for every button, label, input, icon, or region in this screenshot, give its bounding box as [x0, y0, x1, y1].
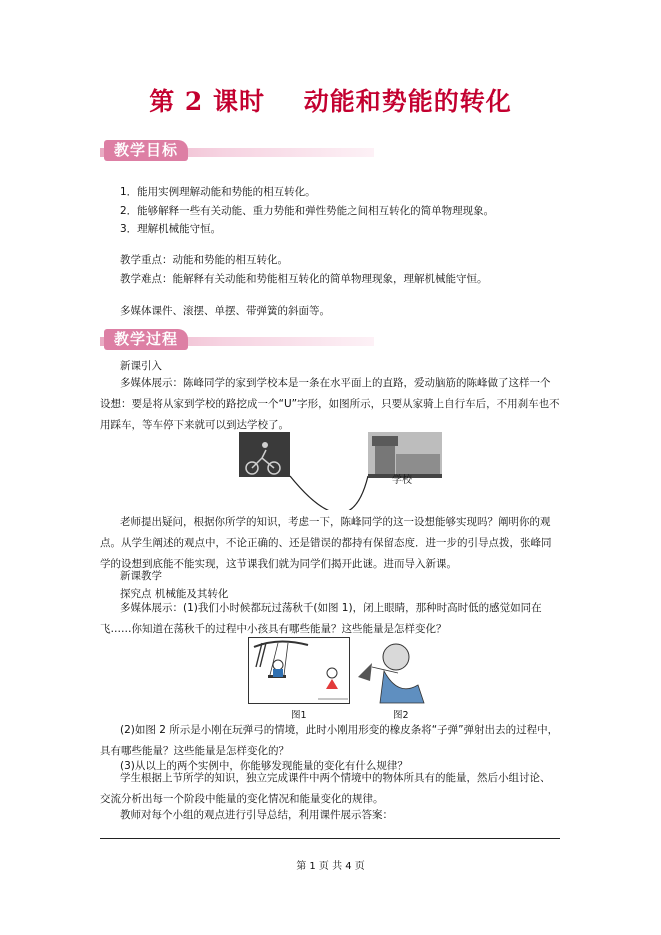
- difficult-point: 教学难点：能解释有关动能和势能相互转化的简单物理现象，理解机械能守恒。: [120, 273, 488, 285]
- teacher-line: 教师对每个小组的观点进行引导总结，利用课件展示答案：: [120, 809, 393, 821]
- rider-head: [262, 442, 268, 448]
- boy-body: [380, 671, 424, 703]
- section-label-process: 教学过程: [104, 329, 188, 350]
- footer-divider: [100, 838, 560, 839]
- key-point: 教学重点：动能和势能的相互转化。: [120, 254, 288, 266]
- section-banner-goals: [100, 140, 374, 161]
- explore-heading: 探究点 机械能及其转化: [120, 588, 229, 600]
- intro-paragraph: 多媒体展示：陈峰同学的家到学校本是一条在水平面上的直路，爱动脑筋的陈峰做了这样一个设想：要是将从家到学校的路挖成一个“U”字形，如图所示，只要从家骑上自行车后，不用刹车也不用踩车，等车停下来就可以到达学校了。: [100, 377, 560, 431]
- child-body: [273, 669, 283, 677]
- question-paragraph: 老师提出疑问，根据你所学的知识，考虑一下，陈峰同学的这一设想能够实现吗？阐明你的观点。从学生阐述的观点中，不论正确的、还是错误的都持有保留态度．进一步的引导点拨，张峰同学的设想到底能不能实现，这节课我们就为同学们揭开此谜。进而导入新课。: [100, 516, 552, 570]
- slingshot-paragraph: (2)如图 2 所示是小刚在玩弹弓的情境，此时小刚用形变的橡皮条将“子弹”弹射出去的过程中，具有哪些能量？这些能量是怎样变化的？: [100, 724, 559, 757]
- u-shaped-road: [290, 476, 368, 510]
- goal-item: 1．能用实例理解动能和势能的相互转化。: [120, 186, 316, 198]
- figure2-caption: 图2: [393, 710, 409, 721]
- figure1-caption: 图1: [291, 710, 307, 721]
- u-road-figure: [238, 430, 458, 510]
- question3: (3)从以上的两个实例中，你能够发现能量的变化有什么规律？: [120, 760, 408, 772]
- swing-paragraph: 多媒体展示：(1)我们小时候都玩过荡秋千(如图 1)，闭上眼睛，那种时高时低的感觉如同在飞……你知道在荡秋千的过程中小孩具有哪些能量？这些能量是怎样变化？: [100, 602, 542, 635]
- materials: 多媒体课件、滚摆、单摆、带弹簧的斜面等。: [120, 305, 330, 317]
- figure1-frame: [249, 638, 350, 704]
- goal-item: 3．理解机械能守恒。: [120, 223, 222, 235]
- school-tower: [375, 446, 395, 477]
- figures-swing-slingshot: [248, 637, 436, 707]
- school-roof: [372, 436, 398, 446]
- new-lesson-heading: 新课教学: [120, 570, 162, 582]
- slingshot: [358, 663, 372, 681]
- goal-item: 2．能够解释一些有关动能、重力势能和弹性势能之间相互转化的简单物理现象。: [120, 205, 495, 217]
- lesson-title: 第 2 课时 动能和势能的转化: [149, 87, 512, 116]
- section-label-goals: 教学目标: [104, 140, 188, 161]
- students-paragraph: 学生根据上节所学的知识，独立完成课件中两个情境中的物体所具有的能量，然后小组讨论、交流分析出每一个阶段中能量的变化情况和能量变化的规律。: [100, 772, 551, 805]
- page-footer: 第 1 页 共 4 页: [296, 861, 365, 872]
- school-label: 学校: [392, 475, 412, 486]
- intro-heading: 新课引入: [120, 360, 162, 372]
- section-banner-process: [100, 329, 374, 350]
- boy-head: [383, 644, 409, 670]
